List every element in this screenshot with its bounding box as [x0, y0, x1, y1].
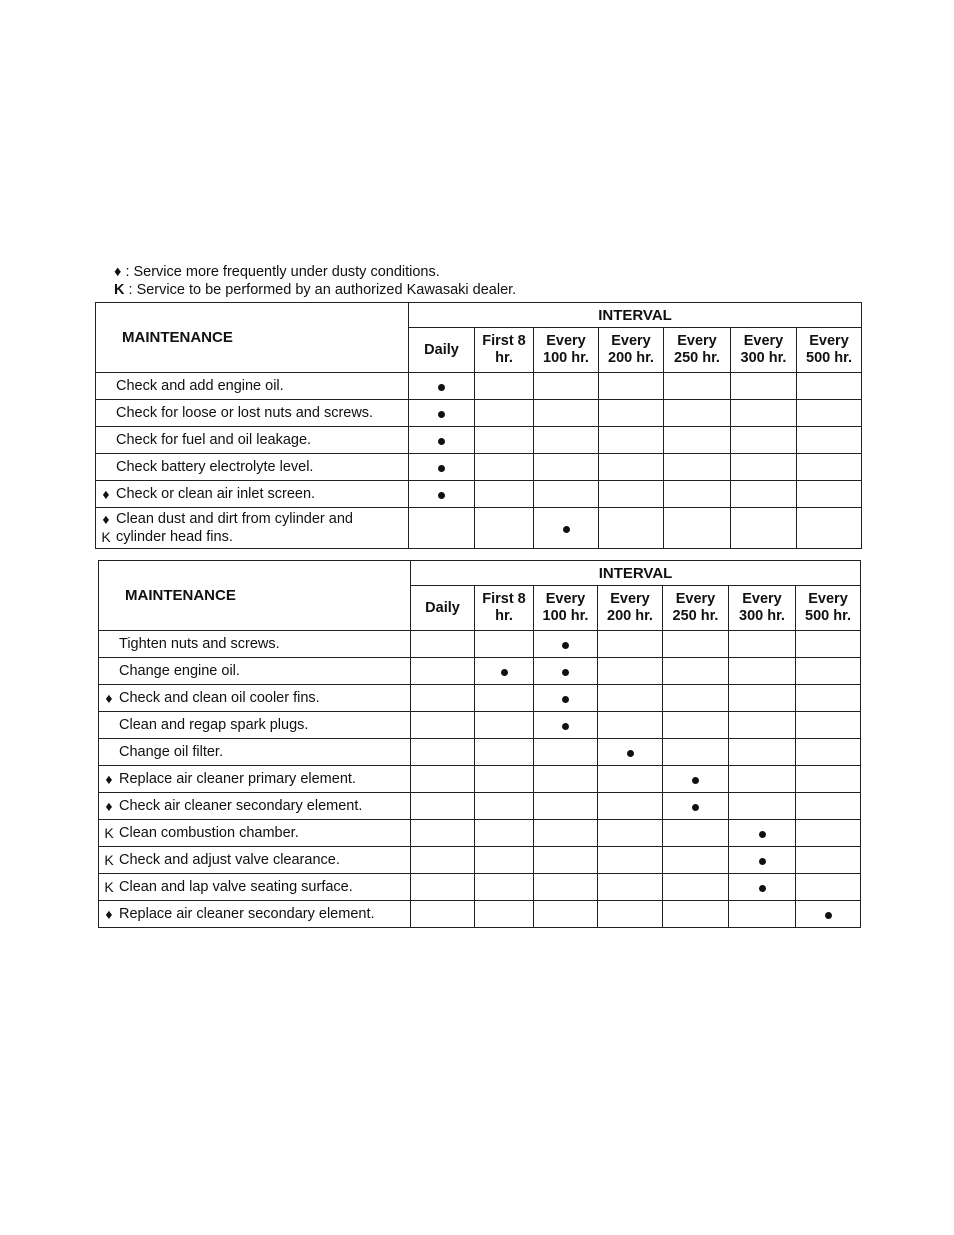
- interval-cell: [475, 874, 534, 901]
- task-label-line: Check for fuel and oil leakage.: [116, 432, 312, 448]
- bullet-icon: [692, 777, 699, 784]
- interval-cell: [598, 766, 663, 793]
- maintenance-table-2: [98, 560, 861, 928]
- interval-cell: [729, 847, 796, 874]
- interval-cell: [534, 400, 599, 427]
- table-2-body: [99, 631, 861, 928]
- maintenance-header: MAINTENANCE: [99, 561, 411, 631]
- column-header-line: Every: [546, 333, 586, 349]
- table-row: [99, 874, 861, 901]
- task-cell: [99, 712, 411, 739]
- task-cell: [99, 685, 411, 712]
- table-row: [96, 508, 862, 549]
- interval-cell: [411, 685, 475, 712]
- bullet-icon: [759, 885, 766, 892]
- interval-column-header: [797, 328, 862, 373]
- task-cell: [99, 847, 411, 874]
- interval-cell: [411, 820, 475, 847]
- interval-header: INTERVAL: [411, 561, 861, 586]
- interval-cell: [409, 481, 475, 508]
- interval-cell: [598, 739, 663, 766]
- task-label: [119, 716, 308, 734]
- column-header-line: Every: [610, 591, 650, 607]
- task-markers: [96, 485, 116, 503]
- interval-cell: [534, 820, 598, 847]
- interval-cell: [475, 454, 534, 481]
- task-label: [116, 404, 373, 422]
- interval-cell: [411, 901, 475, 928]
- interval-cell: [475, 631, 534, 658]
- column-header-line: Every: [742, 591, 782, 607]
- interval-cell: [599, 373, 664, 400]
- interval-cell: [797, 481, 862, 508]
- column-header-line: 500 hr.: [805, 608, 851, 624]
- interval-cell: [599, 400, 664, 427]
- table-row: [99, 847, 861, 874]
- interval-column-header: [729, 586, 796, 631]
- interval-cell: [534, 847, 598, 874]
- interval-cell: [534, 766, 598, 793]
- interval-cell: [598, 901, 663, 928]
- k-symbol: K: [114, 282, 125, 298]
- task-cell: [96, 373, 409, 400]
- column-header-line: Every: [743, 333, 784, 349]
- interval-cell: [796, 793, 861, 820]
- task-markers: [99, 851, 119, 869]
- task-cell: [99, 739, 411, 766]
- task-markers: [99, 878, 119, 896]
- k-symbol: K: [104, 852, 114, 868]
- task-markers: [99, 797, 119, 815]
- interval-cell: [534, 658, 598, 685]
- interval-cell: [796, 901, 861, 928]
- k-symbol: K: [104, 825, 114, 841]
- interval-cell: [534, 712, 598, 739]
- task-label: [119, 662, 240, 680]
- interval-cell: [599, 454, 664, 481]
- column-header-line: Every: [675, 591, 716, 607]
- interval-cell: [796, 847, 861, 874]
- bullet-icon: [438, 492, 445, 499]
- interval-cell: [534, 739, 598, 766]
- interval-cell: [411, 739, 475, 766]
- interval-cell: [475, 712, 534, 739]
- task-label: [119, 743, 223, 761]
- task-cell: [99, 793, 411, 820]
- table-row: [99, 685, 861, 712]
- interval-cell: [409, 454, 475, 481]
- interval-cell: [664, 508, 731, 549]
- column-header-line: First 8: [482, 591, 526, 607]
- table-row: [99, 820, 861, 847]
- task-label: [119, 851, 340, 869]
- interval-cell: [599, 481, 664, 508]
- interval-cell: [475, 793, 534, 820]
- table-row: [96, 454, 862, 481]
- interval-cell: [598, 847, 663, 874]
- task-label-line: Clean combustion chamber.: [119, 825, 299, 841]
- interval-cell: [475, 766, 534, 793]
- interval-column-header: [475, 328, 534, 373]
- task-label-line: Check for loose or lost nuts and screws.: [116, 405, 374, 421]
- task-cell: [96, 427, 409, 454]
- legend-k-text: : Service to be performed by an authorized Kawasaki dealer.: [128, 282, 517, 298]
- table-row: [99, 739, 861, 766]
- interval-cell: [475, 508, 534, 549]
- diamond-icon: ♦: [105, 690, 113, 706]
- task-label: [119, 689, 320, 707]
- interval-cell: [475, 400, 534, 427]
- interval-cell: [797, 373, 862, 400]
- interval-cell: [796, 631, 861, 658]
- task-markers: [99, 770, 119, 788]
- interval-cell: [729, 874, 796, 901]
- interval-cell: [729, 712, 796, 739]
- legend: [114, 263, 516, 299]
- column-header-line: 100 hr.: [542, 608, 589, 624]
- interval-cell: [731, 508, 797, 549]
- interval-cell: [731, 400, 797, 427]
- interval-cell: [475, 901, 534, 928]
- column-header-line: 100 hr.: [543, 350, 589, 366]
- task-markers: [99, 689, 119, 707]
- interval-cell: [663, 820, 729, 847]
- interval-column-header: [534, 586, 598, 631]
- table-row: [99, 901, 861, 928]
- interval-cell: [475, 427, 534, 454]
- interval-cell: [475, 481, 534, 508]
- interval-cell: [663, 739, 729, 766]
- column-header-line: 300 hr.: [740, 350, 787, 366]
- table-row: [99, 658, 861, 685]
- task-label: [116, 485, 315, 503]
- interval-cell: [599, 508, 664, 549]
- task-label-line: Check and adjust valve clearance.: [119, 852, 340, 868]
- interval-cell: [796, 658, 861, 685]
- table-row: [96, 373, 862, 400]
- task-label-line: Replace air cleaner secondary element.: [119, 906, 375, 922]
- interval-cell: [729, 901, 796, 928]
- column-header-line: 200 hr.: [608, 350, 654, 366]
- column-header-line: hr.: [495, 608, 513, 624]
- interval-cell: [729, 766, 796, 793]
- interval-cell: [534, 685, 598, 712]
- interval-cell: [664, 454, 731, 481]
- column-header-line: Every: [677, 333, 717, 349]
- task-label: [119, 878, 353, 896]
- diamond-icon: ♦: [105, 906, 113, 922]
- interval-cell: [534, 508, 599, 549]
- table-row: [99, 631, 861, 658]
- column-header-line: Every: [808, 591, 848, 607]
- interval-cell: [409, 508, 475, 549]
- diamond-icon: ♦: [105, 798, 113, 814]
- table-row: [96, 481, 862, 508]
- interval-cell: [411, 712, 475, 739]
- task-cell: [99, 631, 411, 658]
- task-label: [119, 905, 375, 923]
- interval-cell: [663, 847, 729, 874]
- task-label-line: Check air cleaner secondary element.: [119, 798, 363, 814]
- interval-cell: [534, 793, 598, 820]
- task-cell: [99, 766, 411, 793]
- legend-diamond-text: : Service more frequently under dusty conditions.: [125, 264, 440, 280]
- interval-cell: [409, 427, 475, 454]
- bullet-icon: [438, 438, 445, 445]
- interval-cell: [731, 481, 797, 508]
- column-header-line: 500 hr.: [806, 350, 852, 366]
- interval-cell: [664, 481, 731, 508]
- task-cell: [99, 658, 411, 685]
- task-label: [119, 824, 299, 842]
- interval-cell: [598, 685, 663, 712]
- interval-column-header: [411, 586, 475, 631]
- diamond-icon: ♦: [105, 771, 113, 787]
- interval-cell: [534, 481, 599, 508]
- task-cell: [96, 454, 409, 481]
- interval-cell: [796, 739, 861, 766]
- task-label-line: Clean and regap spark plugs.: [119, 717, 309, 733]
- interval-cell: [729, 631, 796, 658]
- bullet-icon: [759, 831, 766, 838]
- column-header-line: 250 hr.: [672, 608, 719, 624]
- k-symbol: K: [104, 879, 114, 895]
- column-header-line: Every: [611, 333, 651, 349]
- k-symbol: K: [101, 529, 111, 545]
- interval-cell: [475, 685, 534, 712]
- task-label-line: Tighten nuts and screws.: [119, 636, 280, 652]
- task-cell: [99, 820, 411, 847]
- task-cell: [99, 901, 411, 928]
- interval-cell: [663, 685, 729, 712]
- interval-cell: [534, 901, 598, 928]
- task-cell: [96, 508, 409, 549]
- interval-cell: [664, 400, 731, 427]
- bullet-icon: [562, 723, 569, 730]
- interval-cell: [411, 658, 475, 685]
- interval-cell: [475, 847, 534, 874]
- legend-k: [114, 281, 516, 299]
- column-header-line: First 8: [482, 333, 526, 349]
- interval-cell: [729, 793, 796, 820]
- interval-cell: [663, 631, 729, 658]
- interval-cell: [797, 427, 862, 454]
- interval-cell: [598, 658, 663, 685]
- interval-cell: [411, 793, 475, 820]
- column-header-line: Every: [809, 333, 849, 349]
- interval-header: INTERVAL: [409, 303, 862, 328]
- interval-cell: [534, 427, 599, 454]
- table-row: [99, 766, 861, 793]
- interval-cell: [663, 766, 729, 793]
- interval-cell: [797, 454, 862, 481]
- task-label: [116, 510, 353, 546]
- interval-cell: [729, 685, 796, 712]
- task-label-line: Check or clean air inlet screen.: [116, 486, 316, 502]
- column-header-line: Daily: [425, 599, 460, 616]
- task-label-line: Check and add engine oil.: [116, 378, 284, 394]
- column-header-line: 300 hr.: [739, 608, 785, 624]
- interval-cell: [534, 874, 598, 901]
- interval-cell: [598, 874, 663, 901]
- interval-column-header: [599, 328, 664, 373]
- interval-cell: [534, 373, 599, 400]
- task-label-line: cylinder head fins.: [116, 529, 233, 545]
- task-cell: [96, 400, 409, 427]
- interval-cell: [411, 874, 475, 901]
- interval-cell: [475, 658, 534, 685]
- bullet-icon: [438, 384, 445, 391]
- task-cell: [99, 874, 411, 901]
- bullet-icon: [562, 642, 569, 649]
- column-header-line: 250 hr.: [674, 350, 720, 366]
- column-header-line: Daily: [424, 341, 459, 358]
- interval-cell: [664, 373, 731, 400]
- task-label: [119, 797, 362, 815]
- interval-cell: [411, 847, 475, 874]
- interval-cell: [796, 820, 861, 847]
- task-label-line: Change oil filter.: [119, 744, 223, 760]
- interval-cell: [599, 427, 664, 454]
- task-label-line: Change engine oil.: [119, 663, 240, 679]
- task-label: [116, 377, 284, 395]
- interval-cell: [534, 454, 599, 481]
- bullet-icon: [438, 411, 445, 418]
- task-label-line: Replace air cleaner primary element.: [119, 771, 356, 787]
- task-label-line: Clean and lap valve seating surface.: [119, 879, 353, 895]
- bullet-icon: [562, 696, 569, 703]
- interval-cell: [663, 658, 729, 685]
- bullet-icon: [501, 669, 508, 676]
- bullet-icon: [438, 465, 445, 472]
- interval-column-header: [663, 586, 729, 631]
- bullet-icon: [759, 858, 766, 865]
- task-label-line: Check battery electrolyte level.: [116, 459, 314, 475]
- interval-cell: [475, 373, 534, 400]
- interval-cell: [664, 427, 731, 454]
- task-label: [116, 458, 313, 476]
- bullet-icon: [692, 804, 699, 811]
- interval-cell: [598, 631, 663, 658]
- table-row: [99, 793, 861, 820]
- column-header-line: 200 hr.: [607, 608, 653, 624]
- task-markers: [99, 824, 119, 842]
- diamond-icon: ♦: [114, 264, 122, 280]
- maintenance-header: MAINTENANCE: [96, 303, 409, 373]
- interval-column-header: [534, 328, 599, 373]
- column-header-line: Every: [545, 591, 586, 607]
- interval-column-header: [664, 328, 731, 373]
- interval-cell: [409, 400, 475, 427]
- interval-cell: [409, 373, 475, 400]
- task-markers: [99, 905, 119, 923]
- table-row: [96, 427, 862, 454]
- interval-cell: [534, 631, 598, 658]
- interval-cell: [663, 874, 729, 901]
- task-label: [119, 635, 280, 653]
- task-markers: [96, 510, 116, 546]
- legend-diamond: [114, 263, 516, 281]
- interval-cell: [731, 454, 797, 481]
- bullet-icon: [562, 669, 569, 676]
- bullet-icon: [825, 912, 832, 919]
- interval-cell: [411, 766, 475, 793]
- interval-cell: [663, 793, 729, 820]
- table-row: [99, 712, 861, 739]
- interval-column-header: [598, 586, 663, 631]
- interval-column-header: [475, 586, 534, 631]
- diamond-icon: ♦: [102, 486, 110, 502]
- interval-cell: [598, 820, 663, 847]
- interval-cell: [598, 712, 663, 739]
- task-cell: [96, 481, 409, 508]
- interval-cell: [663, 712, 729, 739]
- interval-cell: [797, 400, 862, 427]
- task-label: [116, 431, 311, 449]
- interval-cell: [731, 427, 797, 454]
- interval-cell: [475, 739, 534, 766]
- table-1-body: [96, 373, 862, 549]
- interval-column-header: [731, 328, 797, 373]
- interval-cell: [475, 820, 534, 847]
- interval-cell: [796, 874, 861, 901]
- interval-cell: [663, 901, 729, 928]
- column-header-line: hr.: [495, 350, 513, 366]
- interval-cell: [729, 658, 796, 685]
- task-label-line: Clean dust and dirt from cylinder and: [116, 511, 353, 527]
- interval-cell: [598, 793, 663, 820]
- bullet-icon: [627, 750, 634, 757]
- interval-cell: [729, 739, 796, 766]
- diamond-icon: ♦: [102, 511, 110, 527]
- bullet-icon: [563, 526, 570, 533]
- table-row: [96, 400, 862, 427]
- interval-column-header: [796, 586, 861, 631]
- interval-cell: [796, 766, 861, 793]
- maintenance-table-1: [95, 302, 862, 549]
- interval-cell: [796, 712, 861, 739]
- interval-cell: [797, 508, 862, 549]
- task-label-line: Check and clean oil cooler fins.: [119, 690, 320, 706]
- task-label: [119, 770, 356, 788]
- interval-column-header: [409, 328, 475, 373]
- interval-cell: [796, 685, 861, 712]
- interval-cell: [729, 820, 796, 847]
- interval-cell: [731, 373, 797, 400]
- interval-cell: [411, 631, 475, 658]
